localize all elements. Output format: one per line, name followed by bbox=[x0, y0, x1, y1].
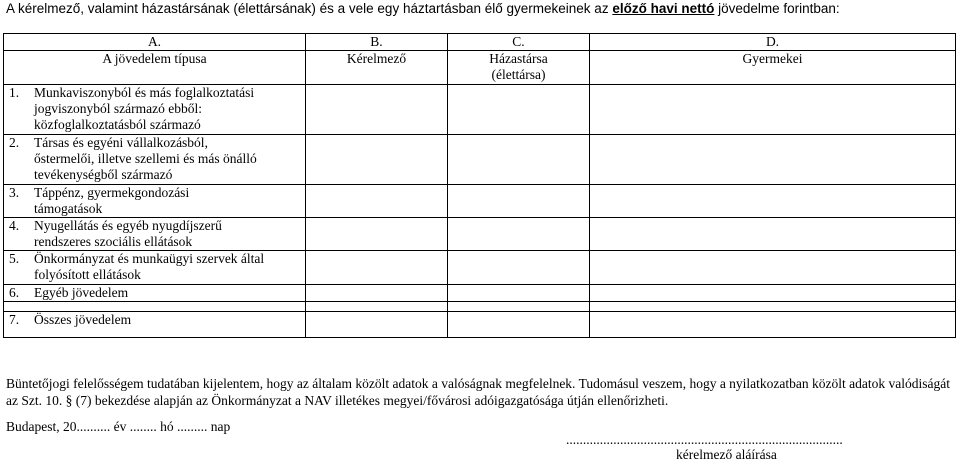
row-number: 6. bbox=[9, 285, 20, 300]
intro-pre: A kérelmező, valamint házastársának (élettársának) és a vele egy háztartásban élő gyermekeinek az bbox=[6, 1, 613, 16]
table-row bbox=[4, 85, 956, 135]
spouse-cell[interactable] bbox=[448, 251, 590, 285]
row-label: Nyugellátás és egyéb nyugdíjszerű rendszeres szociális ellátások bbox=[34, 218, 222, 249]
table-row bbox=[4, 135, 956, 185]
spouse-total-cell[interactable] bbox=[448, 312, 590, 338]
table-row bbox=[4, 218, 956, 251]
spouse-cell[interactable] bbox=[448, 135, 590, 185]
signature-label: kérelmező aláírása bbox=[676, 447, 777, 462]
header-income-type: A jövedelem típusa bbox=[4, 51, 306, 85]
children-cell[interactable] bbox=[590, 251, 956, 285]
intro-text bbox=[6, 1, 840, 16]
applicant-cell[interactable] bbox=[306, 185, 448, 218]
row-label: Táppénz, gyermekgondozási támogatások bbox=[34, 185, 190, 216]
row-label: Önkormányzat és munkaügyi szervek által folyósított ellátások bbox=[34, 251, 265, 282]
header-children: Gyermekei bbox=[590, 51, 956, 85]
row-label: Munkaviszonyból és más foglalkoztatási jogviszonyból származó ebből: közfoglalkoztatásból származó bbox=[34, 85, 255, 132]
applicant-cell[interactable] bbox=[306, 85, 448, 135]
row-number: 4. bbox=[9, 218, 20, 233]
header-spouse: Házastársa (élettársa) bbox=[448, 51, 590, 85]
spacer-row bbox=[4, 302, 956, 312]
intro-post: jövedelme forintban: bbox=[714, 1, 840, 16]
applicant-total-cell[interactable] bbox=[306, 312, 448, 338]
row-number: 5. bbox=[9, 251, 20, 266]
applicant-cell[interactable] bbox=[306, 218, 448, 251]
children-cell[interactable] bbox=[590, 218, 956, 251]
income-table bbox=[3, 33, 956, 338]
col-letter-b: B. bbox=[306, 34, 448, 51]
row-label: Társas és egyéni vállalkozásból, őstermelői, illetve szellemi és más önálló tevékenységből származó bbox=[34, 135, 257, 182]
spouse-cell[interactable] bbox=[448, 218, 590, 251]
children-cell[interactable] bbox=[590, 285, 956, 302]
applicant-cell[interactable] bbox=[306, 285, 448, 302]
spouse-cell[interactable] bbox=[448, 185, 590, 218]
spouse-cell[interactable] bbox=[448, 285, 590, 302]
header-row bbox=[4, 51, 956, 85]
signature-line: .................................................................................. bbox=[566, 432, 843, 447]
col-letter-d: D. bbox=[590, 34, 956, 51]
intro-emphasis: előző havi nettó bbox=[612, 1, 715, 16]
header-applicant: Kérelmező bbox=[306, 51, 448, 85]
letter-row bbox=[4, 34, 956, 51]
children-cell[interactable] bbox=[590, 185, 956, 218]
col-letter-a: A. bbox=[4, 34, 306, 51]
children-cell[interactable] bbox=[590, 85, 956, 135]
row-label: Összes jövedelem bbox=[34, 312, 132, 327]
row-number: 7. bbox=[9, 312, 20, 327]
row-label: Egyéb jövedelem bbox=[34, 285, 129, 300]
table-row bbox=[4, 312, 956, 338]
table-row bbox=[4, 251, 956, 285]
table-row bbox=[4, 285, 956, 302]
applicant-cell[interactable] bbox=[306, 135, 448, 185]
children-cell[interactable] bbox=[590, 135, 956, 185]
row-number: 3. bbox=[9, 185, 20, 200]
place-date-line: Budapest, 20.......... év ........ hó ......... nap bbox=[6, 419, 231, 434]
applicant-cell[interactable] bbox=[306, 251, 448, 285]
declaration-text: Büntetőjogi felelősségem tudatában kijelentem, hogy az általam közölt adatok a valóságnak megfelelnek. Tudomásul veszem, hogy a nyilatkozatban közölt adatok valódiságát az Szt. 10. § (7) bekezdése alapján az Önkormányzat a NAV illetékes megyei/fővárosi adóigazgatósága útján ellenőrizheti. bbox=[6, 376, 950, 408]
row-number: 2. bbox=[9, 135, 20, 150]
col-letter-c: C. bbox=[448, 34, 590, 51]
table-row bbox=[4, 185, 956, 218]
spouse-cell[interactable] bbox=[448, 85, 590, 135]
children-total-cell[interactable] bbox=[590, 312, 956, 338]
row-number: 1. bbox=[9, 85, 20, 100]
